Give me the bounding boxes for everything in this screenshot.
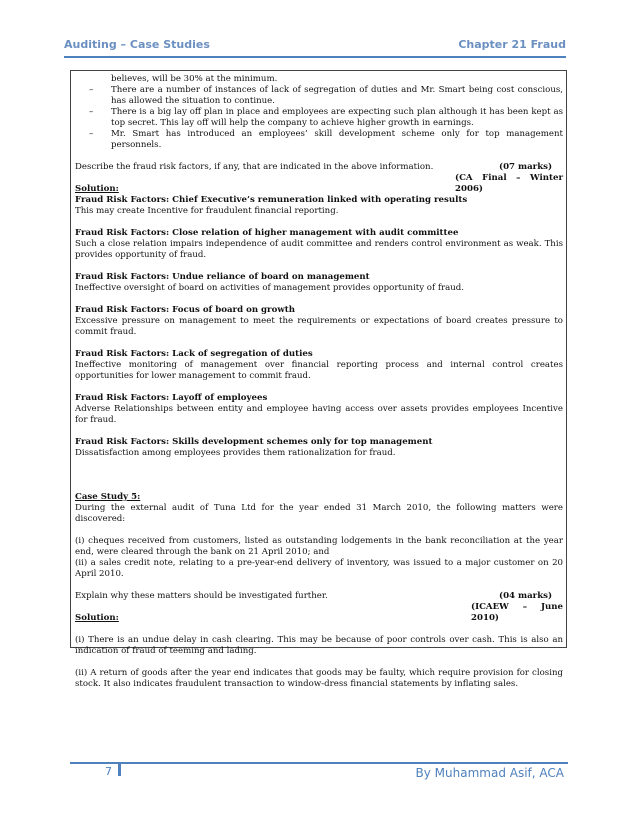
dash-marker: – [89,107,94,117]
question1-row [75,162,563,173]
page-number: 7 [105,765,112,778]
factor-text: Adverse Relationships between entity and employee having access over assets provides employees Incentive for fraud. [75,404,563,425]
question2-marks: (04 marks) [499,591,553,601]
solution2-answer-1: (i) There is an undue delay in cash clearing. This may be because of poor controls over cash. This is also an indication of fraud of teeming and lading. [75,635,563,656]
factor-title: Fraud Risk Factors: Focus of board on growth [75,305,295,315]
factor-title: Fraud Risk Factors: Skills development schemes only for top management [75,437,433,447]
question2-text: Explain why these matters should be investigated further. [75,591,328,601]
factor-text: Excessive pressure on management to meet the requirements or expectations of board creates pressure to commit fraud. [75,316,563,337]
solution2-answer-2: (ii) A return of goods after the year end indicates that goods may be faulty, which require provision for closing stock. It also indicates fraudulent transaction to window-dress financial statements by inflating sales. [75,668,563,689]
factor-text: Ineffective monitoring of management over financial reporting process and internal control creates opportunities for lower management to commit fraud. [75,360,563,381]
footer-rule [70,762,568,764]
header-chapter: Chapter 21 Fraud [458,38,566,51]
factor-text: Dissatisfaction among employees provides them rationalization for fraud. [75,448,396,458]
factor-title: Fraud Risk Factors: Layoff of employees [75,393,268,403]
solution1-heading: Solution: [75,184,119,194]
bullet-item [75,107,563,129]
factor-title: Fraud Risk Factors: Chief Executive’s remuneration linked with operating results [75,195,468,205]
factor-text: This may create Incentive for fraudulent financial reporting. [75,206,339,216]
case5-heading: Case Study 5: [75,492,141,502]
header-title: Auditing – Case Studies [64,38,210,51]
factor-text: Ineffective oversight of board on activities of management provides opportunity of fraud. [75,283,465,293]
bullet-item [75,129,563,151]
factor-text: Such a close relation impairs independence of audit committee and renders control environment as weak. This provides opportunity of fraud. [75,239,563,260]
case5-item-2: (ii) a sales credit note, relating to a pre-year-end delivery of inventory, was issued to a major customer on 20 April 2010. [75,558,563,579]
intro-continuation: believes, will be 30% at the minimum. [111,74,278,84]
case5-intro: During the external audit of Tuna Ltd for the year ended 31 March 2010, the following matters were discovered: [75,503,563,524]
bullet-text: Mr. Smart has introduced an employees’ skill development scheme only for top management personnels. [111,129,563,150]
factor-title: Fraud Risk Factors: Close relation of higher management with audit committee [75,228,459,238]
dash-marker: – [89,129,94,139]
page-header [64,36,566,58]
case5-item-1: (i) cheques received from customers, listed as outstanding lodgements in the bank reconciliation at the year end, were cleared through the bank on 21 April 2010; and [75,536,563,557]
question2-source: (ICAEW – June 2010) [471,602,563,623]
dash-marker: – [89,85,94,95]
document-body [75,74,563,690]
question1-marks: (07 marks) [499,162,553,172]
footer-divider [118,762,121,776]
factor-title: Fraud Risk Factors: Undue reliance of board on management [75,272,370,282]
question2-row [75,591,563,602]
question1-text: Describe the fraud risk factors, if any, that are indicated in the above information. [75,162,434,172]
question1-source: (CA Final – Winter 2006) [455,173,563,194]
solution2-heading: Solution: [75,613,119,623]
bullet-item [75,85,563,107]
factor-title: Fraud Risk Factors: Lack of segregation of duties [75,349,313,359]
bullet-text: There are a number of instances of lack of segregation of duties and Mr. Smart being cost conscious, has allowed the situation to continue. [111,85,563,106]
bullet-text: There is a big lay off plan in place and employees are expecting such plan although it has been kept as top secret. This lay off will help the company to achieve higher growth in earnings. [111,107,563,128]
footer-author: By Muhammad Asif, ACA [415,766,564,780]
